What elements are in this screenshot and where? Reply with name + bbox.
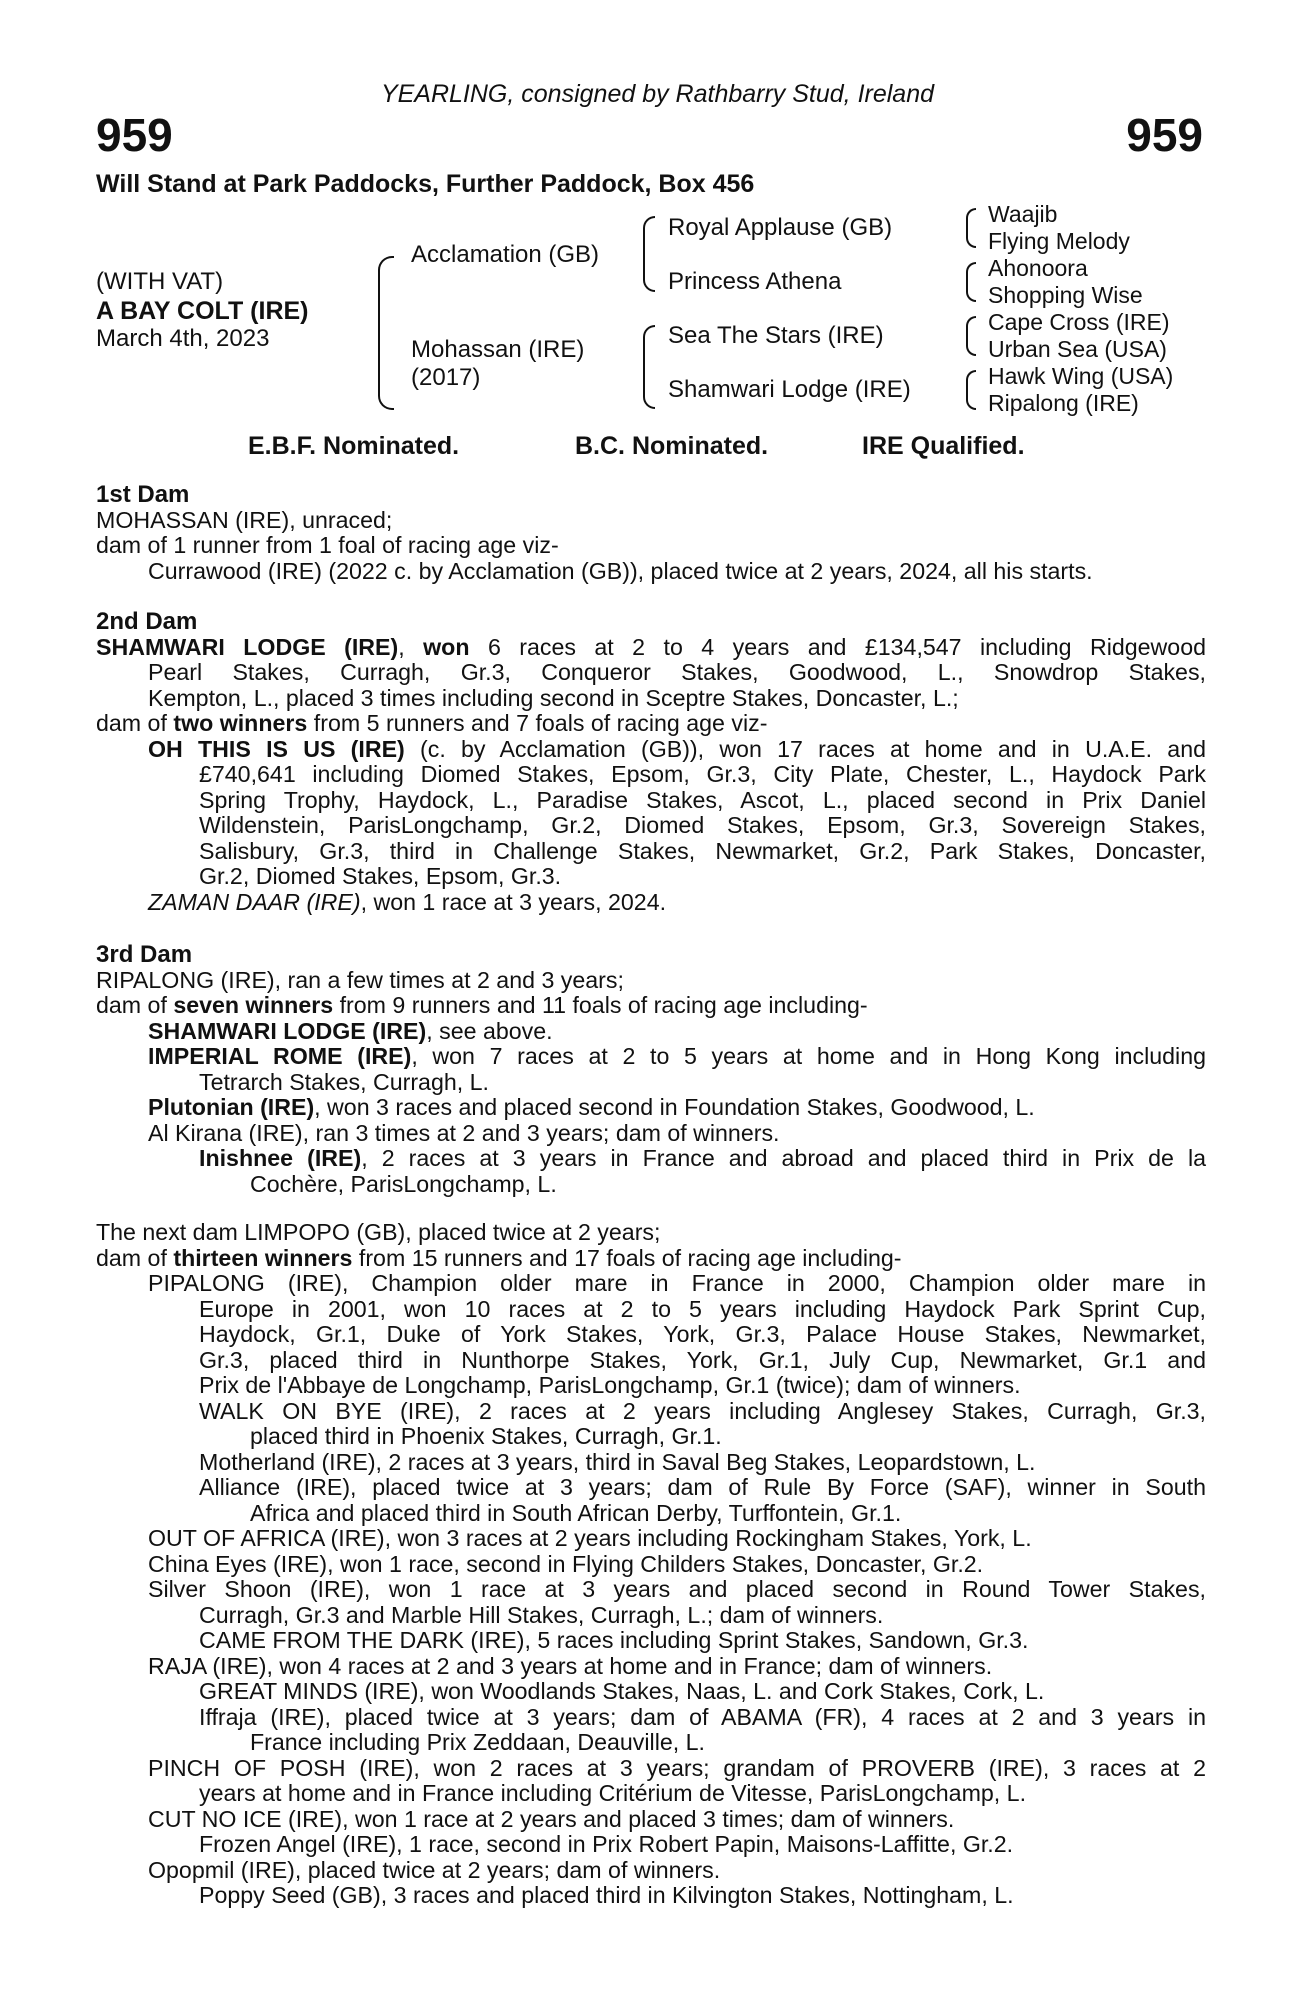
horse-name-bold: SHAMWARI LODGE (IRE) [148, 1017, 427, 1044]
horse-name-bold: OH THIS IS US (IRE) [148, 735, 405, 762]
produce-line: Poppy Seed (GB), 3 races and placed third in Kilvington Stakes, Nottingham, L. [199, 1882, 1014, 1908]
text: , 2 races at 3 years in France and abroad and placed third in Prix de la [361, 1145, 1207, 1171]
text: dam of [96, 992, 174, 1018]
produce-line: Gr.3, placed third in Nunthorpe Stakes, York, Gr.1, July Cup, Newmarket, Gr.1 and [199, 1346, 1206, 1373]
text: (c. by Acclamation (GB)), won 17 races at home and in U.A.E. and [404, 735, 1206, 762]
produce-line: China Eyes (IRE), won 1 race, second in Flying Childers Stakes, Doncaster, Gr.2. [148, 1550, 984, 1577]
second-dam-line [96, 711, 1206, 737]
text: dam of [96, 710, 174, 736]
produce-line: Wildenstein, ParisLongchamp, Gr.2, Diomed Stakes, Epsom, Gr.3, Sovereign Stakes, [199, 812, 1206, 838]
dam-name: Mohassan (IRE) [411, 336, 585, 363]
produce-line: CUT NO ICE (IRE), won 1 race at 2 years and placed 3 times; dam of winners. [148, 1805, 955, 1832]
first-dam-line: dam of 1 runner from 1 foal of racing age viz- [96, 532, 559, 558]
text: , won 1 race at 3 years, 2024. [360, 888, 667, 915]
produce-line: Spring Trophy, Haydock, L., Paradise Stakes, Ascot, L., placed second in Prix Daniel [199, 786, 1206, 813]
next-dam-section [96, 1220, 1206, 1909]
second-dam-title: 2nd Dam [96, 608, 198, 635]
gg-ripalong: Ripalong (IRE) [988, 390, 1139, 416]
gg-waajib: Waajib [988, 201, 1058, 227]
stand-location: Will Stand at Park Paddocks, Further Paddock, Box 456 [96, 170, 755, 198]
produce-line [96, 737, 1206, 763]
produce-line [96, 1095, 1206, 1121]
won-bold: won [423, 633, 470, 660]
ebf-nominated: E.B.F. Nominated. [248, 432, 460, 460]
next-dam-line [96, 1246, 1206, 1272]
third-dam-title: 3rd Dam [96, 941, 193, 968]
produce-line [96, 1146, 1206, 1172]
produce-line [96, 1019, 1206, 1045]
next-dam-line: The next dam LIMPOPO (GB), placed twice at 2 years; [96, 1219, 661, 1245]
horse-name-italic: ZAMAN DAAR (IRE) [148, 888, 361, 915]
text: from 5 runners and 7 foals of racing age viz- [307, 710, 768, 736]
brace-gg4 [966, 370, 976, 410]
horse-name: A BAY COLT (IRE) [96, 297, 309, 325]
ire-qualified: IRE Qualified. [862, 432, 1025, 460]
produce-line: Africa and placed third in South African Derby, Turffontein, Gr.1. [250, 1499, 902, 1526]
dam-year: (2017) [411, 364, 481, 391]
sire-sire: Royal Applause (GB) [668, 214, 893, 241]
dam-sire: Sea The Stars (IRE) [668, 322, 884, 349]
produce-line: PIPALONG (IRE), Champion older mare in France in 2000, Champion older mare in [148, 1270, 1206, 1296]
gg-ahonoora: Ahonoora [988, 255, 1088, 281]
brace-gg2 [966, 262, 976, 302]
horse-name-bold: Inishnee (IRE) [199, 1145, 362, 1171]
text: , see above. [426, 1017, 553, 1044]
produce-line: Frozen Angel (IRE), 1 race, second in Prix Robert Papin, Maisons-Laffitte, Gr.2. [199, 1831, 1014, 1857]
produce-line: Al Kirana (IRE), ran 3 times at 2 and 3 years; dam of winners. [148, 1119, 780, 1146]
produce-line: OUT OF AFRICA (IRE), won 3 races at 2 years including Rockingham Stakes, York, L. [148, 1525, 1032, 1551]
brace-gg1 [966, 208, 976, 248]
produce-line [96, 1044, 1206, 1070]
winners-count: thirteen winners [173, 1244, 353, 1271]
first-dam-section [96, 482, 1206, 584]
third-dam-line [96, 993, 1206, 1019]
produce-line: Opopmil (IRE), placed twice at 2 years; dam of winners. [148, 1856, 721, 1883]
produce-line: placed third in Phoenix Stakes, Curragh, Gr.1. [250, 1423, 722, 1449]
consignment-line: YEARLING, consigned by Rathbarry Stud, Ireland [380, 80, 935, 108]
produce-line: WALK ON BYE (IRE), 2 races at 2 years including Anglesey Stakes, Curragh, Gr.3, [199, 1397, 1206, 1424]
winners-count: seven winners [173, 992, 334, 1018]
first-dam-line: MOHASSAN (IRE), unraced; [96, 506, 393, 533]
text: from 9 runners and 11 foals of racing age including- [333, 992, 868, 1018]
second-dam-line: Kempton, L., placed 3 times including second in Sceptre Stakes, Doncaster, L.; [148, 684, 959, 711]
gg-cape-cross: Cape Cross (IRE) [988, 309, 1170, 335]
text: from 15 runners and 17 foals of racing age including- [352, 1244, 902, 1271]
produce-line: PINCH OF POSH (IRE), won 2 races at 3 years; grandam of PROVERB (IRE), 3 races at 2 [148, 1754, 1206, 1781]
produce-line: Silver Shoon (IRE), won 1 race at 3 years and placed second in Round Tower Stakes, [148, 1576, 1206, 1602]
produce-line: RAJA (IRE), won 4 races at 2 and 3 years at home and in France; dam of winners. [148, 1652, 993, 1679]
dam-dam: Shamwari Lodge (IRE) [668, 376, 911, 403]
text: dam of [96, 1244, 174, 1271]
vat-note: (WITH VAT) [96, 268, 224, 295]
third-dam-line: RIPALONG (IRE), ran a few times at 2 and 3 years; [96, 966, 624, 993]
lot-number-right: 959 [1126, 109, 1203, 161]
next-dam-produce-list [96, 1271, 1206, 1909]
text: , won 3 races and placed second in Foundation Stakes, Goodwood, L. [314, 1094, 1035, 1120]
produce-line: Cochère, ParisLongchamp, L. [250, 1170, 557, 1197]
produce-line: GREAT MINDS (IRE), won Woodlands Stakes, Naas, L. and Cork Stakes, Cork, L. [199, 1678, 1045, 1704]
produce-line: Haydock, Gr.1, Duke of York Stakes, York, Gr.3, Palace House Stakes, Newmarket, [199, 1321, 1206, 1347]
produce-line: CAME FROM THE DARK (IRE), 5 races including Sprint Stakes, Sandown, Gr.3. [199, 1627, 1029, 1653]
foaling-date: March 4th, 2023 [96, 325, 270, 352]
second-dam-line: SHAMWARI LODGE (IRE), won 6 races at 2 to 4 years and £134,547 including Ridgewood [96, 633, 1206, 660]
produce-line: France including Prix Zeddaan, Deauville, L. [250, 1729, 705, 1755]
produce-line: Curragh, Gr.3 and Marble Hill Stakes, Curragh, L.; dam of winners. [199, 1601, 884, 1628]
produce-line: £740,641 including Diomed Stakes, Epsom, Gr.3, City Plate, Chester, L., Haydock Park [199, 761, 1206, 787]
second-dam-line: Pearl Stakes, Curragh, Gr.3, Conqueror Stakes, Goodwood, L., Snowdrop Stakes, [148, 659, 1206, 685]
lot-number-left: 959 [96, 109, 173, 161]
text: 6 races at 2 to 4 years and £134,547 including Ridgewood [487, 633, 1206, 660]
first-dam-produce: Currawood (IRE) (2022 c. by Acclamation (GB)), placed twice at 2 years, 2024, all his starts. [148, 557, 1093, 584]
text: , won 7 races at 2 to 5 years at home and in Hong Kong including [411, 1043, 1206, 1069]
pedigree-brace-sire [643, 216, 655, 292]
produce-line: Prix de l'Abbaye de Longchamp, ParisLongchamp, Gr.1 (twice); dam of winners. [199, 1372, 1021, 1398]
pedigree-brace-dam [643, 325, 655, 409]
produce-line: Motherland (IRE), 2 races at 3 years, third in Saval Beg Stakes, Leopardstown, L. [199, 1448, 1036, 1475]
produce-line: Salisbury, Gr.3, third in Challenge Stakes, Newmarket, Gr.2, Park Stakes, Doncaster, [199, 837, 1206, 864]
bc-nominated: B.C. Nominated. [575, 432, 769, 460]
produce-line: Iffraja (IRE), placed twice at 3 years; dam of ABAMA (FR), 4 races at 2 and 3 years in [199, 1703, 1206, 1730]
produce-line: Gr.2, Diomed Stakes, Epsom, Gr.3. [199, 863, 562, 889]
sire-dam: Princess Athena [668, 268, 842, 295]
gg-shopping-wise: Shopping Wise [988, 282, 1143, 308]
third-dam-section [96, 942, 1206, 1197]
produce-line: Alliance (IRE), placed twice at 3 years; dam of Rule By Force (SAF), winner in South [199, 1474, 1206, 1500]
horse-name-bold: Plutonian (IRE) [148, 1094, 315, 1120]
winners-count: two winners [173, 710, 308, 736]
second-dam-section [96, 609, 1206, 915]
horse-name-bold: SHAMWARI LODGE (IRE) [96, 633, 399, 660]
gg-urban-sea: Urban Sea (USA) [988, 336, 1167, 362]
brace-gg3 [966, 316, 976, 356]
produce-line: Tetrarch Stakes, Curragh, L. [199, 1068, 489, 1095]
horse-name-bold: IMPERIAL ROME (IRE) [148, 1043, 412, 1069]
pedigree-brace-main [378, 256, 394, 410]
first-dam-title: 1st Dam [96, 481, 190, 508]
produce-line: years at home and in France including Critérium de Vitesse, ParisLongchamp, L. [199, 1780, 1027, 1806]
produce-line [96, 890, 1206, 916]
produce-line: Europe in 2001, won 10 races at 2 to 5 years including Haydock Park Sprint Cup, [199, 1295, 1206, 1322]
gg-hawk-wing: Hawk Wing (USA) [988, 363, 1174, 389]
gg-flying-melody: Flying Melody [988, 228, 1130, 254]
sire-name: Acclamation (GB) [411, 241, 600, 268]
